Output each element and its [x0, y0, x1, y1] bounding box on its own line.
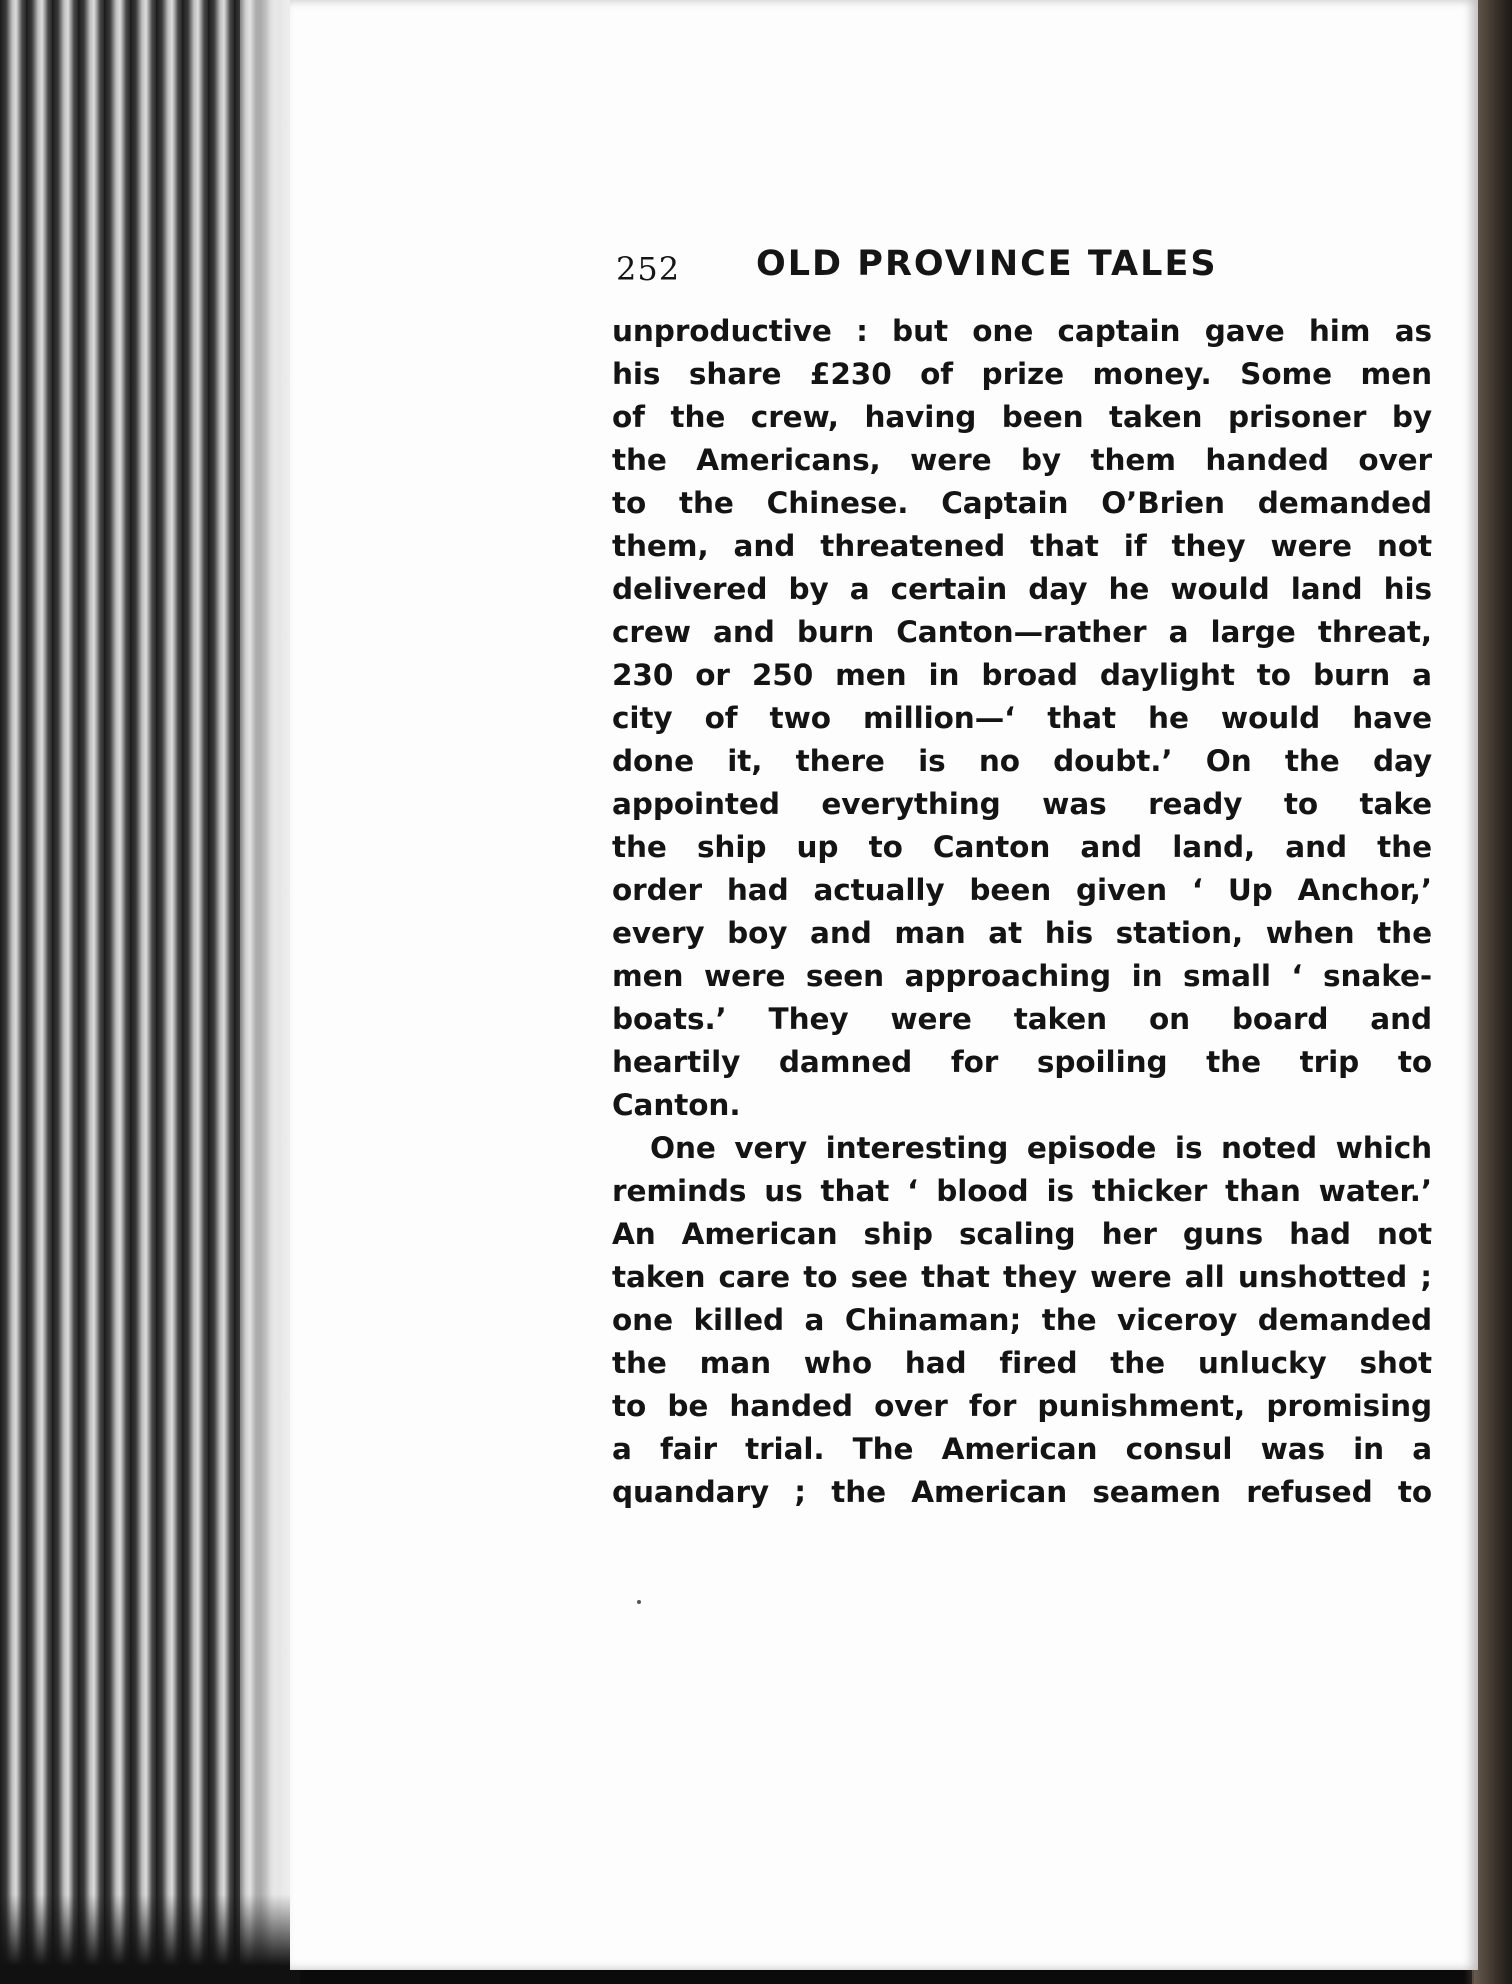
- text-line: order had actually been given ‘ Up Anchor,’: [612, 873, 1432, 907]
- text-line: them, and threatened that if they were not: [612, 529, 1432, 563]
- page-edges-shadow: [0, 1894, 300, 1984]
- text-line: men were seen approaching in small ‘ snake-: [612, 959, 1432, 993]
- paragraph-first-line: One very interesting episode is noted which: [650, 1131, 1432, 1165]
- book-title: OLD PROVINCE TALES: [756, 244, 1218, 284]
- text-line: An American ship scaling her guns had not: [612, 1217, 1432, 1251]
- running-head: [616, 244, 1512, 294]
- text-line: Canton.: [612, 1088, 741, 1122]
- text-line: taken care to see that they were all unshotted ;: [612, 1260, 1432, 1294]
- text-line: the Americans, were by them handed over: [612, 443, 1432, 477]
- paper-speck: [637, 1600, 641, 1604]
- page-number: 252: [616, 250, 681, 288]
- text-line: heartily damned for spoiling the trip to: [612, 1045, 1432, 1079]
- text-line: crew and burn Canton—rather a large threat,: [612, 615, 1432, 649]
- text-line: every boy and man at his station, when the: [612, 916, 1432, 950]
- text-line: boats.’ They were taken on board and: [612, 1002, 1432, 1036]
- text-line: one killed a Chinaman; the viceroy demanded: [612, 1303, 1432, 1337]
- text-line: quandary ; the American seamen refused to: [612, 1475, 1432, 1509]
- text-line: to the Chinese. Captain O’Brien demanded: [612, 486, 1432, 520]
- text-line: unproductive : but one captain gave him as: [612, 314, 1432, 348]
- stacked-page-edges: [0, 0, 300, 1984]
- book-binding-edge: [1472, 0, 1512, 1984]
- text-line: appointed everything was ready to take: [612, 787, 1432, 821]
- page-sheet: [290, 0, 1478, 1970]
- text-line: 230 or 250 men in broad daylight to burn a: [612, 658, 1432, 692]
- text-line: to be handed over for punishment, promising: [612, 1389, 1432, 1423]
- text-line: of the crew, having been taken prisoner by: [612, 400, 1432, 434]
- text-line: the man who had fired the unlucky shot: [612, 1346, 1432, 1380]
- text-line: reminds us that ‘ blood is thicker than water.’: [612, 1174, 1432, 1208]
- text-line: a fair trial. The American consul was in a: [612, 1432, 1432, 1466]
- text-line: delivered by a certain day he would land his: [612, 572, 1432, 606]
- text-line: his share £230 of prize money. Some men: [612, 357, 1432, 391]
- text-line: the ship up to Canton and land, and the: [612, 830, 1432, 864]
- body-text: [612, 310, 1432, 1514]
- text-line: done it, there is no doubt.’ On the day: [612, 744, 1432, 778]
- text-line: city of two million—‘ that he would have: [612, 701, 1432, 735]
